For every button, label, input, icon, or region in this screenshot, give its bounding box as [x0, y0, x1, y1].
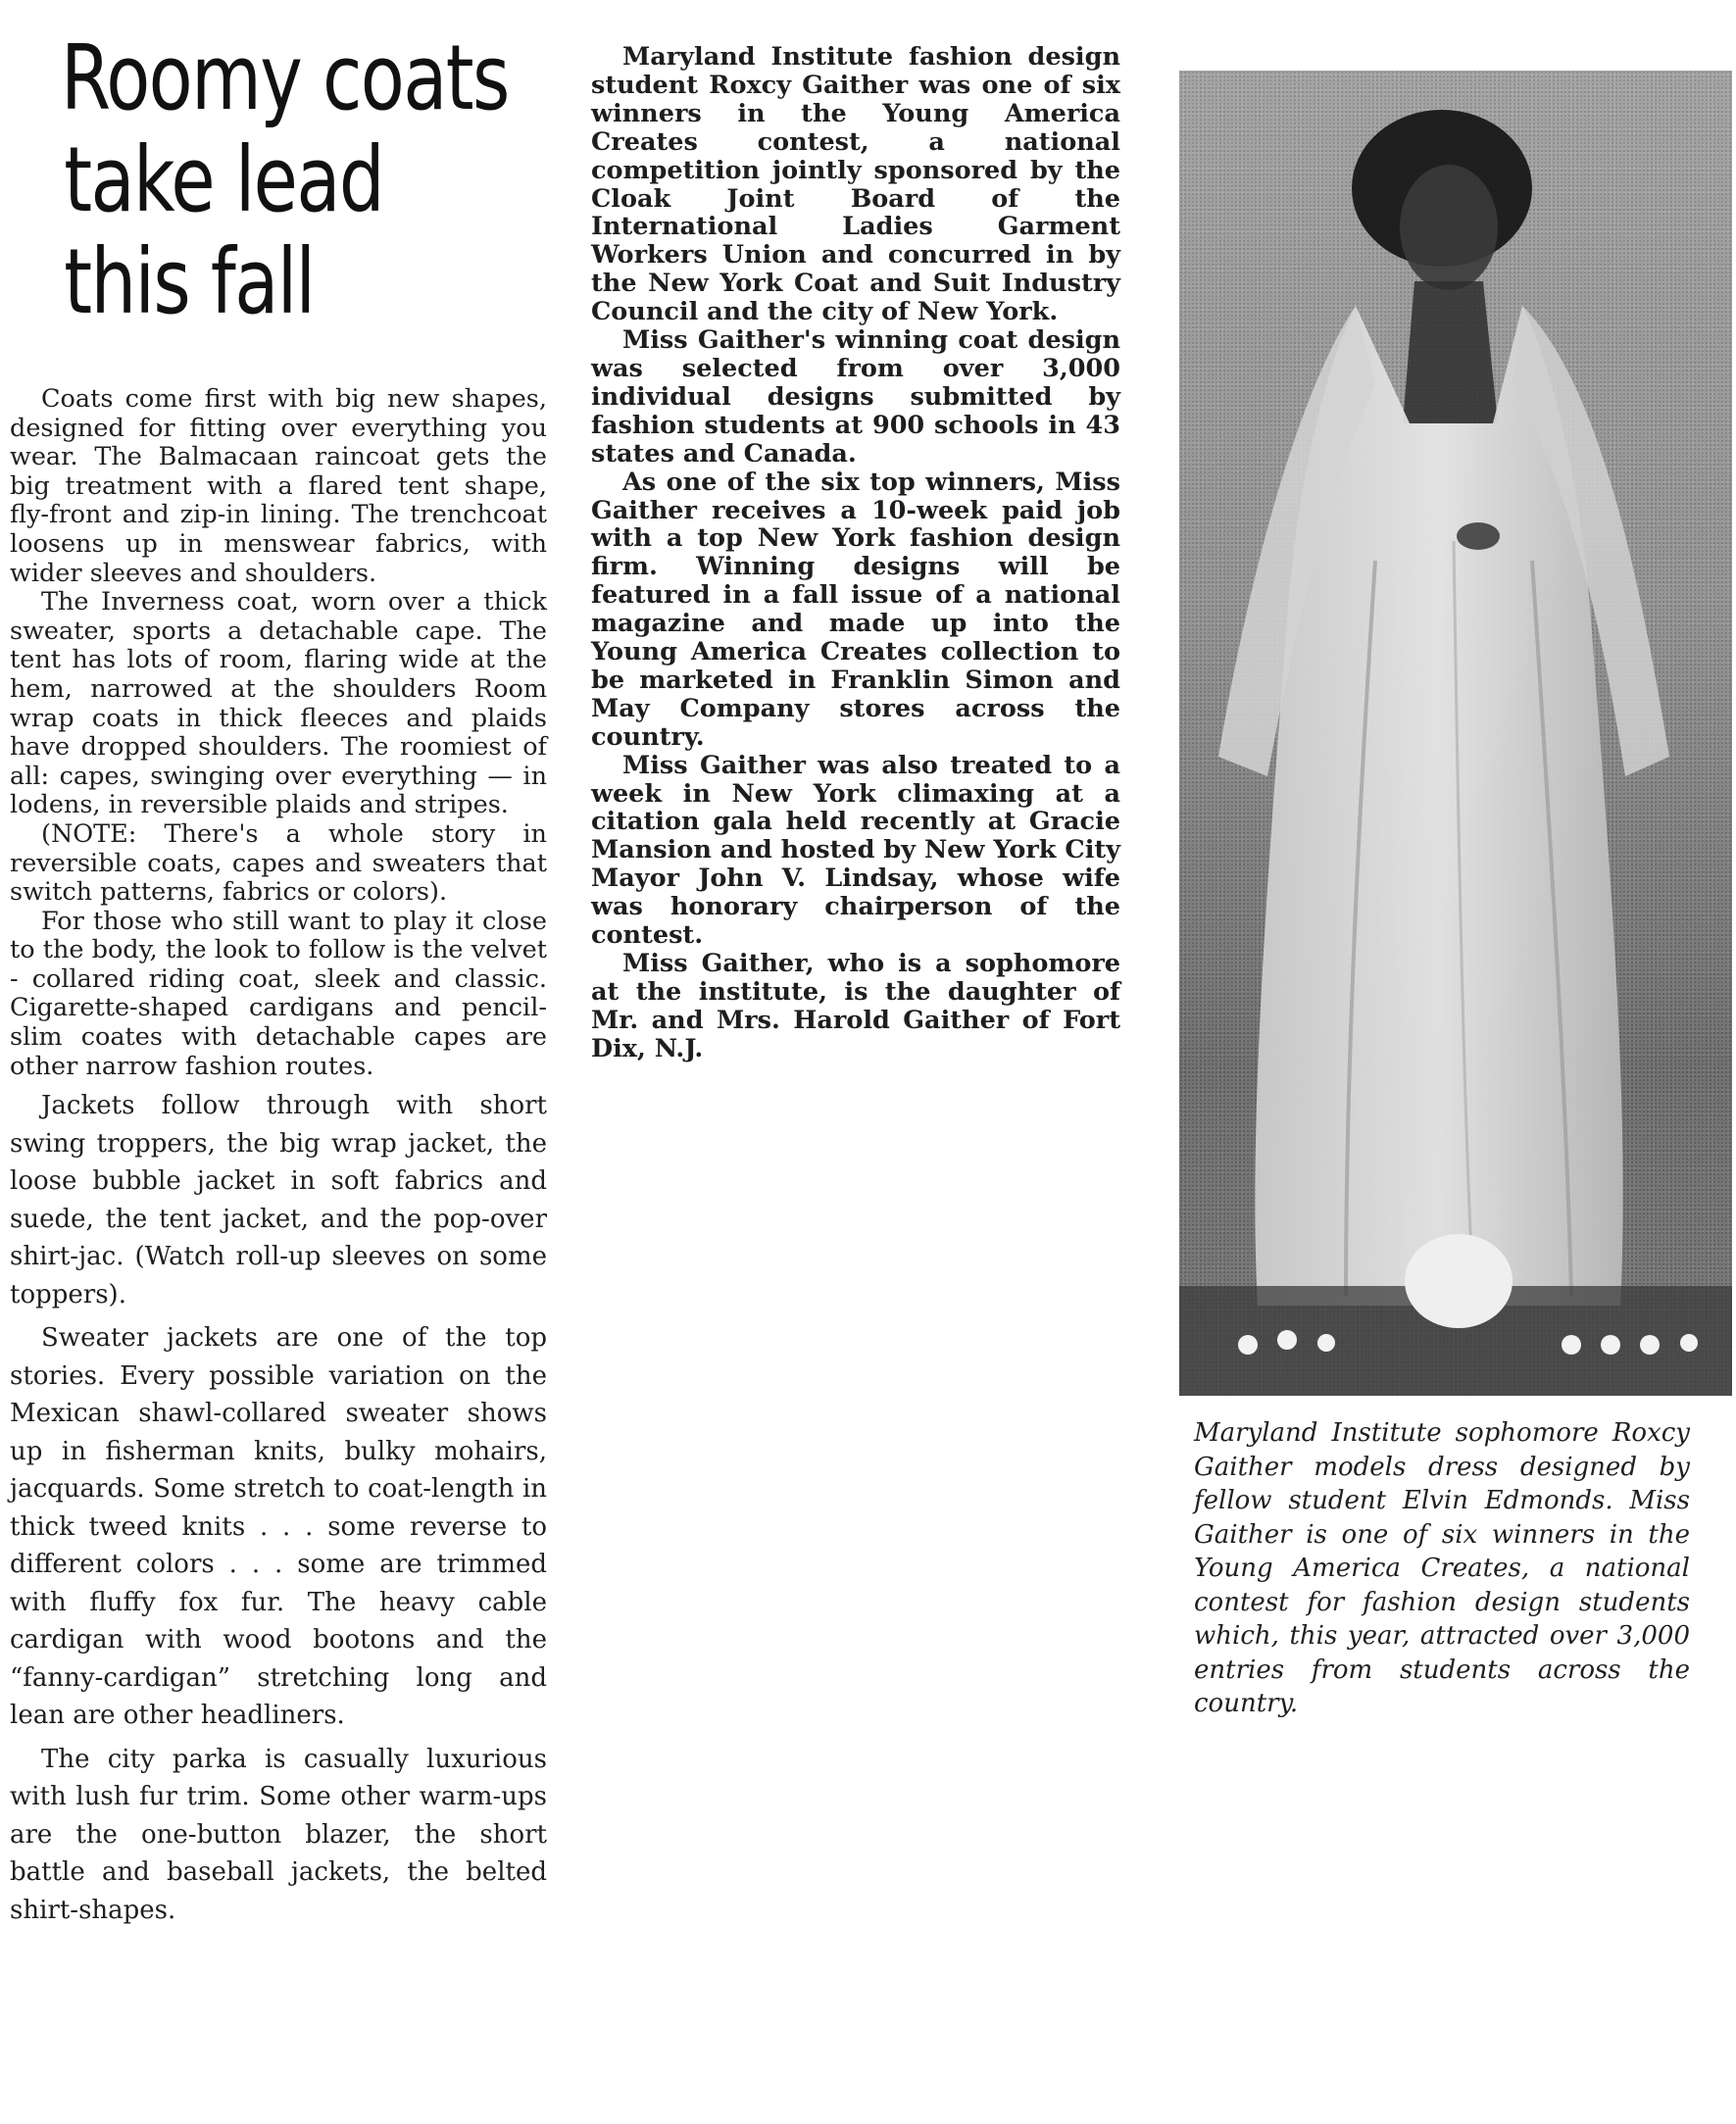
headline-line-2: take lead	[64, 127, 383, 232]
winner-paragraph: Miss Gaither's winning coat design was selected from over 3,000 individual designs submitted by fashion students at 900 schools in 43 states and Canada.	[591, 325, 1120, 469]
middle-article-column	[591, 43, 1120, 1063]
left-article-column	[10, 385, 547, 1929]
winner-paragraph: Miss Gaither was also treated to a week in New York climaxing at a citation gala held recently at Gracie Mansion and hosted by New York City Mayor John V. Lindsay, whose wife was honorary chairperson of the contest.	[591, 750, 1120, 951]
model-photo	[1179, 71, 1732, 1396]
article-paragraph: Sweater jackets are one of the top stories. Every possible variation on the Mexican shawl-collared sweater shows up in fisherman knits, bulky mohairs, jacquards. Some stretch to coat-length in thick tweed knits . . . some reverse to different colors . . . some are trimmed with fluffy fox fur. The heavy cable cardigan with wood bootons and the “fanny-cardigan” stretching long and lean are other headliners.	[10, 1323, 547, 1731]
article-paragraph: For those who still want to play it close to the body, the look to follow is the velvet - collared riding coat, sleek and classic. Cigarette-shaped cardigans and pencil-slim coates with detachable capes are other narrow fashion routes.	[10, 906, 547, 1081]
headline-line-3: this fall	[64, 229, 315, 334]
headline	[61, 25, 509, 334]
article-paragraph: Coats come first with big new shapes, designed for fitting over everything you wear. The Balmacaan raincoat gets the big treatment with a flared tent shape, fly-front and zip-in lining. The trenchcoat loosens up in menswear fabrics, with wider sleeves and shoulders.	[10, 384, 547, 588]
winner-paragraph: Maryland Institute fashion design student Roxcy Gaither was one of six winners in the Young America Creates contest, a national competition jointly sponsored by the Cloak Joint Board of the International Ladies Garment Workers Union and concurred in by the New York Coat and Suit Industry Council and the city of New York.	[591, 42, 1120, 327]
article-paragraph: Jackets follow through with short swing troppers, the big wrap jacket, the loose bubble jacket in soft fabrics and suede, the tent jacket, and the pop-over shirt-jac. (Watch roll-up sleeves on some toppers).	[10, 1091, 547, 1309]
winner-paragraph: Miss Gaither, who is a sophomore at the institute, is the daughter of Mr. and Mrs. Harold Gaither of Fort Dix, N.J.	[591, 949, 1120, 1063]
winner-paragraph: As one of the six top winners, Miss Gaither receives a 10-week paid job with a top New York fashion design firm. Winning designs will be featured in a fall issue of a national magazine and made up into the Young America Creates collection to be marketed in Franklin Simon and May Company stores across the country.	[591, 467, 1120, 752]
article-paragraph: The Inverness coat, worn over a thick sweater, sports a detachable cape. The tent has lots of room, flaring wide at the hem, narrowed at the shoulders Room wrap coats in thick fleeces and plaids have dropped shoulders. The roomiest of all: capes, swinging over everything — in lodens, in reversible plaids and stripes.	[10, 587, 547, 820]
article-paragraph: The city parka is casually luxurious with lush fur trim. Some other warm-ups are the one-button blazer, the short battle and baseball jackets, the belted shirt-shapes.	[10, 1744, 547, 1925]
caption-text: Maryland Institute sophomore Roxcy Gaither models dress designed by fellow student Elvin Edmonds. Miss Gaither is one of six winners in the Young America Creates, a national contest for fashion design students which, this year, attracted over 3,000 entries from students across the country.	[1194, 1418, 1690, 1718]
photo-caption	[1194, 1416, 1690, 1721]
headline-line-1: Roomy coats	[61, 25, 509, 130]
article-paragraph: (NOTE: There's a whole story in reversible coats, capes and sweaters that switch patterns, fabrics or colors).	[10, 818, 547, 908]
